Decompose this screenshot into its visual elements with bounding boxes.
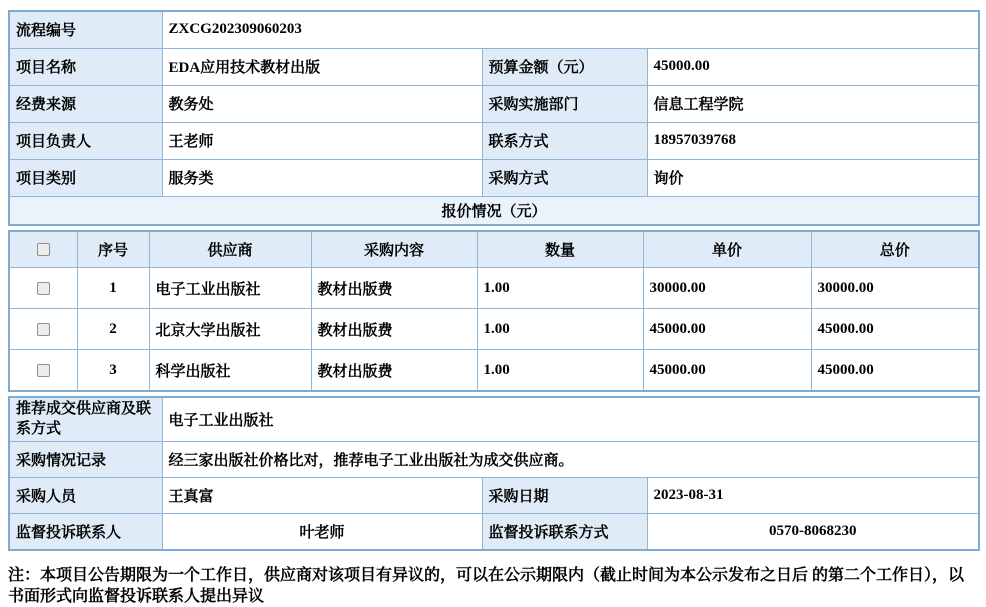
- procurement-method-label: 采购方式: [482, 159, 647, 196]
- cell-unit-price: 45000.00: [643, 309, 811, 350]
- col-unit-price: 单价: [643, 231, 811, 268]
- budget-label: 预算金额（元）: [482, 48, 647, 85]
- cell-total-price: 45000.00: [811, 309, 979, 350]
- department-label: 采购实施部门: [482, 85, 647, 122]
- process-id-row: [9, 11, 979, 48]
- complaint-phone-label: 监督投诉联系方式: [482, 514, 647, 550]
- quote-row: [9, 309, 979, 350]
- project-category-row: [9, 159, 979, 196]
- cell-quantity: 1.00: [477, 350, 643, 392]
- quotation-section-row: [9, 196, 979, 225]
- row-checkbox-cell: [9, 309, 77, 350]
- project-info-table: [8, 10, 980, 226]
- col-quantity: 数量: [477, 231, 643, 268]
- cell-content: 教材出版费: [311, 268, 477, 309]
- quotation-section-title: 报价情况（元）: [9, 196, 979, 225]
- procurement-record-row: [9, 442, 979, 478]
- cell-total-price: 30000.00: [811, 268, 979, 309]
- quote-row: [9, 268, 979, 309]
- quotation-table: [8, 230, 980, 392]
- funding-source-label: 经费来源: [9, 85, 162, 122]
- select-all-checkbox[interactable]: [37, 243, 50, 256]
- cell-content: 教材出版费: [311, 309, 477, 350]
- cell-unit-price: 45000.00: [643, 350, 811, 392]
- row-checkbox-cell: [9, 350, 77, 392]
- process-id-value: ZXCG202309060203: [162, 11, 979, 48]
- col-total-price: 总价: [811, 231, 979, 268]
- row-checkbox[interactable]: [37, 364, 50, 377]
- purchase-date-label: 采购日期: [482, 478, 647, 514]
- cell-index: 1: [77, 268, 149, 309]
- col-content: 采购内容: [311, 231, 477, 268]
- complaint-contact-row: [9, 514, 979, 550]
- project-category-label: 项目类别: [9, 159, 162, 196]
- buyer-row: [9, 478, 979, 514]
- row-checkbox-cell: [9, 268, 77, 309]
- procurement-method-value: 询价: [647, 159, 979, 196]
- col-index: 序号: [77, 231, 149, 268]
- buyer-value: 王真富: [162, 478, 482, 514]
- col-supplier: 供应商: [149, 231, 311, 268]
- complaint-contact-label: 监督投诉联系人: [9, 514, 162, 550]
- funding-source-value: 教务处: [162, 85, 482, 122]
- project-name-row: [9, 48, 979, 85]
- procurement-record-label: 采购情况记录: [9, 442, 162, 478]
- recommended-supplier-label: 推荐成交供应商及联系方式: [9, 397, 162, 442]
- complaint-phone-value: 0570-8068230: [647, 514, 979, 550]
- purchase-date-value: 2023-08-31: [647, 478, 979, 514]
- budget-value: 45000.00: [647, 48, 979, 85]
- quote-row: [9, 350, 979, 392]
- recommended-supplier-row: [9, 397, 979, 442]
- result-summary-table: [8, 396, 980, 551]
- project-category-value: 服务类: [162, 159, 482, 196]
- cell-quantity: 1.00: [477, 268, 643, 309]
- procurement-record-value: 经三家出版社价格比对，推荐电子工业出版社为成交供应商。: [162, 442, 979, 478]
- project-leader-label: 项目负责人: [9, 122, 162, 159]
- cell-unit-price: 30000.00: [643, 268, 811, 309]
- cell-supplier: 北京大学出版社: [149, 309, 311, 350]
- complaint-contact-value: 叶老师: [162, 514, 482, 550]
- project-name-value: EDA应用技术教材出版: [162, 48, 482, 85]
- select-all-cell: [9, 231, 77, 268]
- cell-total-price: 45000.00: [811, 350, 979, 392]
- department-value: 信息工程学院: [647, 85, 979, 122]
- project-leader-value: 王老师: [162, 122, 482, 159]
- row-checkbox[interactable]: [37, 282, 50, 295]
- cell-content: 教材出版费: [311, 350, 477, 392]
- row-checkbox[interactable]: [37, 323, 50, 336]
- cell-quantity: 1.00: [477, 309, 643, 350]
- contact-phone-label: 联系方式: [482, 122, 647, 159]
- project-name-label: 项目名称: [9, 48, 162, 85]
- quotation-header-row: [9, 231, 979, 268]
- cell-supplier: 科学出版社: [149, 350, 311, 392]
- cell-index: 2: [77, 309, 149, 350]
- funding-source-row: [9, 85, 979, 122]
- project-leader-row: [9, 122, 979, 159]
- process-id-label: 流程编号: [9, 11, 162, 48]
- cell-supplier: 电子工业出版社: [149, 268, 311, 309]
- buyer-label: 采购人员: [9, 478, 162, 514]
- recommended-supplier-value: 电子工业出版社: [162, 397, 979, 442]
- cell-index: 3: [77, 350, 149, 392]
- footer-note: 注：本项目公告期限为一个工作日，供应商对该项目有异议的，可以在公示期限内（截止时间为本公示发布之日后 的第二个工作日），以书面形式向监督投诉联系人提出异议: [8, 566, 965, 605]
- contact-phone-value: 18957039768: [647, 122, 979, 159]
